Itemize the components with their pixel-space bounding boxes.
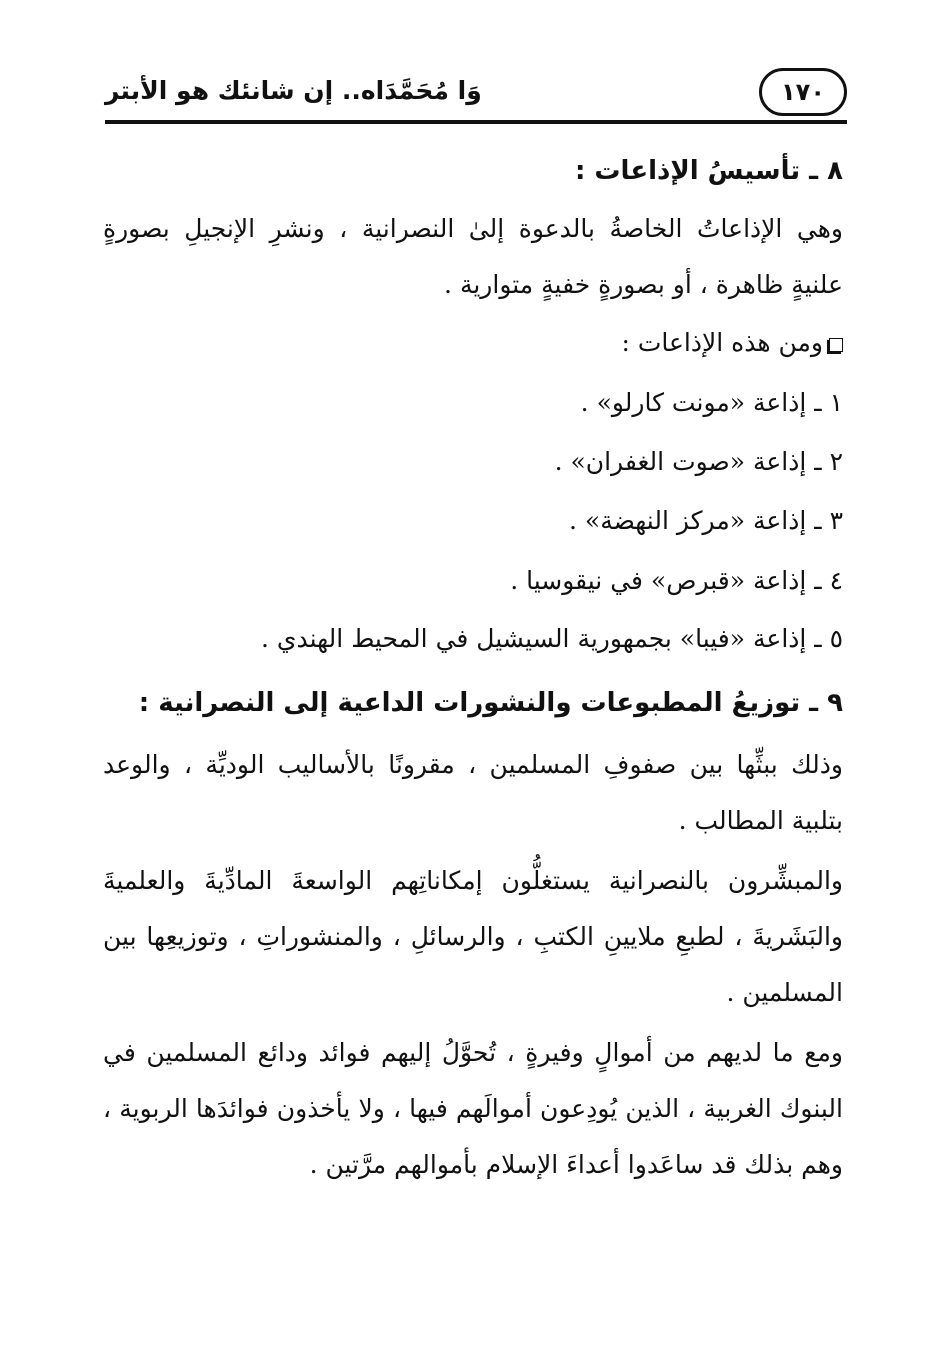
list-item: ١ ـ إذاعة «مونت كارلو» .	[580, 388, 843, 417]
square-bullet-icon	[829, 338, 843, 352]
section-8-paragraph-line-2: علنيةٍ ظاهرة ، أو بصورةٍ خفيةٍ متوارية .	[444, 270, 843, 299]
header-divider	[105, 120, 847, 124]
radio-list-intro-text: ومن هذه الإذاعات :	[621, 328, 823, 357]
running-title: وَا مُحَمَّدَاه.. إن شانئك هو الأبتر	[105, 76, 482, 105]
section-9-paragraph-3-line-3: وهم بذلك قد ساعَدوا أعداءَ الإسلام بأموالهم مرَّتين .	[309, 1150, 843, 1179]
section-9-heading: ٩ ـ توزيعُ المطبوعات والنشورات الداعية إلى النصرانية :	[138, 688, 843, 718]
section-8-paragraph-line-1: وهي الإذاعاتُ الخاصةُ بالدعوة إلىٰ النصرانية ، ونشرِ الإنجيلِ بصورةٍ	[103, 214, 843, 243]
section-9-paragraph-3-line-1: ومع ما لديهم من أموالٍ وفيرةٍ ، تُحوَّلُ إليهم فوائد ودائع المسلمين في	[103, 1038, 843, 1067]
list-item: ٤ ـ إذاعة «قبرص» في نيقوسيا .	[510, 566, 843, 595]
section-9-paragraph-1-line-1: وذلك ببثِّها بين صفوفِ المسلمين ، مقرونًا بالأساليب الوديِّة ، والوعد	[103, 750, 843, 779]
section-9-paragraph-1-line-2: بتلبية المطالب .	[678, 806, 843, 835]
section-9-paragraph-2-line-3: المسلمين .	[726, 978, 843, 1007]
section-8-heading: ٨ ـ تأسيسُ الإذاعات :	[574, 156, 843, 186]
radio-list-intro	[621, 326, 843, 360]
page-header	[105, 60, 847, 130]
list-item: ٥ ـ إذاعة «فيبا» بجمهورية السيشيل في المحيط الهندي .	[261, 624, 843, 653]
list-item: ٢ ـ إذاعة «صوت الغفران» .	[554, 447, 843, 476]
section-9-paragraph-3-line-2: البنوك الغربية ، الذين يُودِعون أموالَهم فيها ، ولا يأخذون فوائدَها الربوية ،	[103, 1094, 843, 1123]
list-item: ٣ ـ إذاعة «مركز النهضة» .	[569, 506, 843, 535]
page-number: ١٧٠	[759, 68, 847, 116]
section-9-paragraph-2-line-2: والبَشَريةَ ، لطبعِ ملايينِ الكتبِ ، والرسائلِ ، والمنشوراتِ ، وتوزيعِها بين	[103, 922, 843, 951]
section-9-paragraph-2-line-1: والمبشِّرون بالنصرانية يستغلُّون إمكاناتِهم الواسعةَ المادِّيةَ والعلميةَ	[103, 866, 843, 895]
